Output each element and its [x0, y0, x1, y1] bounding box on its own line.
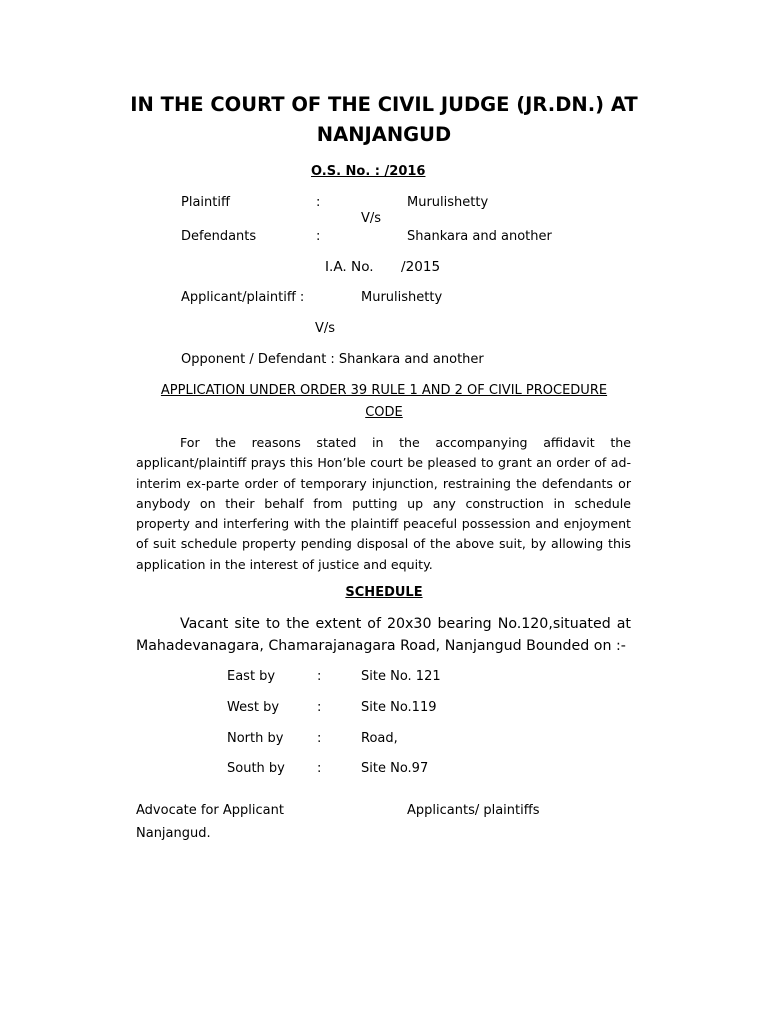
defendant-name: Shankara and another	[407, 229, 552, 244]
advocate-signature-line1: Advocate for Applicant	[136, 803, 284, 818]
boundary-east-colon: :	[317, 669, 322, 684]
ia-number-label: I.A. No.	[325, 259, 374, 275]
os-number: O.S. No. : /2016	[311, 164, 426, 179]
plaintiff-colon: :	[316, 195, 321, 210]
prayer-paragraph	[136, 433, 631, 575]
opponent-line: Opponent / Defendant : Shankara and another	[181, 352, 484, 367]
application-heading-line2: CODE	[365, 405, 403, 420]
versus-os: V/s	[361, 211, 382, 226]
boundary-south-colon: :	[317, 761, 322, 776]
boundary-east-label: East by	[227, 669, 276, 684]
plaintiff-label: Plaintiff	[181, 195, 230, 210]
advocate-signature-line2: Nanjangud.	[136, 826, 211, 841]
plaintiff-name: Murulishetty	[407, 195, 489, 210]
applicants-signature: Applicants/ plaintiffs	[407, 803, 540, 818]
boundary-west-label: West by	[227, 700, 280, 715]
court-title-line2: NANJANGUD	[316, 123, 452, 146]
versus-ia: V/s	[315, 321, 336, 336]
boundary-north-value: Road,	[361, 731, 398, 746]
boundary-west-colon: :	[317, 700, 322, 715]
boundary-north-colon: :	[317, 731, 322, 746]
application-heading-line1: APPLICATION UNDER ORDER 39 RULE 1 AND 2 OF CIVIL PROCEDURE	[160, 383, 608, 398]
schedule-heading: SCHEDULE	[345, 585, 423, 600]
boundary-south-label: South by	[227, 761, 285, 776]
boundary-west-value: Site No.119	[361, 700, 437, 715]
court-title-line1: IN THE COURT OF THE CIVIL JUDGE (JR.DN.) AT	[130, 93, 638, 116]
prayer-text: For the reasons stated in the accompanying affidavit the applicant/plaintiff prays this Hon’ble court be pleased to grant an order of ad-interim ex-parte order of temporary injunction, restraining the defendants or anybody on their behalf from putting up any construction in schedule property and interfering with the plaintiff peaceful possession and enjoyment of suit schedule property pending disposal of the above suit, by allowing this application in the interest of justice and equity.	[136, 435, 631, 572]
schedule-paragraph	[136, 613, 631, 658]
defendant-colon: :	[316, 229, 321, 244]
ia-number-value: /2015	[401, 259, 441, 275]
schedule-text: Vacant site to the extent of 20x30 bearing No.120,situated at Mahadevanagara, Chamarajanagara Road, Nanjangud Bounded on :-	[136, 616, 631, 655]
boundary-south-value: Site No.97	[361, 761, 429, 776]
boundary-east-value: Site No. 121	[361, 669, 441, 684]
defendant-label: Defendants	[181, 229, 257, 244]
applicant-name: Murulishetty	[361, 290, 443, 305]
boundary-north-label: North by	[227, 731, 284, 746]
applicant-label: Applicant/plaintiff :	[181, 290, 305, 305]
